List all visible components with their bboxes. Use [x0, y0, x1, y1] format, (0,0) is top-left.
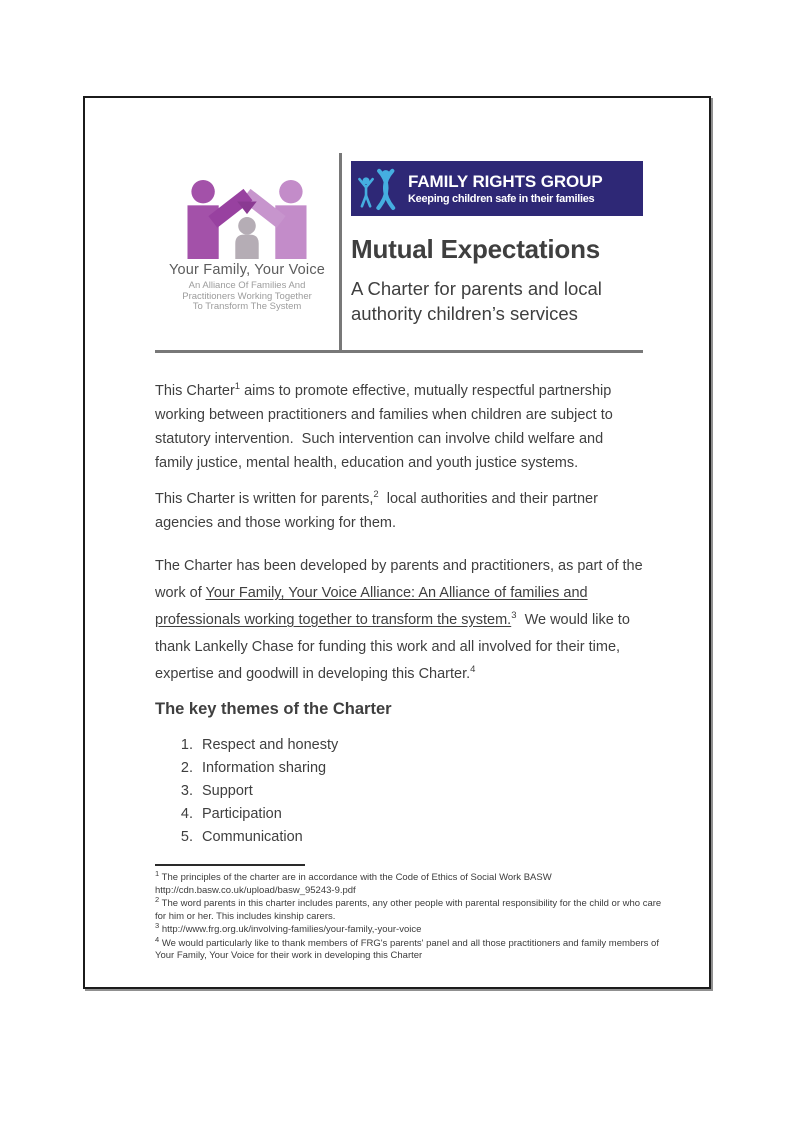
family-house-logo-icon — [183, 179, 311, 259]
yfyv-logo-block — [155, 153, 339, 350]
footnote-marker: 2 — [155, 894, 160, 904]
footnote-marker: 3 — [155, 920, 160, 930]
header-right-column — [342, 153, 643, 350]
logo-tagline-line: To Transform The System — [192, 301, 302, 312]
paragraph-text: This Charter is written for parents, — [155, 491, 374, 507]
key-theme-item: 1. Respect and honesty — [197, 734, 643, 757]
footnote-marker: 4 — [155, 934, 160, 944]
footnote-3 — [155, 920, 667, 937]
page-title: Mutual Expectations — [351, 234, 601, 264]
audience-paragraph — [155, 487, 643, 535]
footnote-text: http://www.frg.org.uk/involving-families/your-family,-your-voice — [161, 924, 422, 935]
logo-tagline — [155, 281, 339, 313]
frg-banner-text — [408, 172, 603, 205]
logo-tagline-line: Practitioners Working Together — [182, 290, 312, 302]
charter-body — [155, 379, 643, 849]
footnote-ref-4: 4 — [470, 664, 476, 676]
key-themes-list — [155, 734, 643, 849]
frg-banner-title: FAMILY RIGHTS GROUP — [408, 172, 603, 191]
frg-banner-subtitle: Keeping children safe in their families — [408, 193, 595, 205]
footnote-4 — [155, 934, 667, 963]
header-horizontal-divider — [155, 350, 643, 353]
key-theme-item: 2. Information sharing — [197, 757, 643, 780]
yfyv-alliance-link[interactable]: Your Family, Your Voice Alliance: An Alliance of families and professionals working together to transform the system. — [155, 585, 588, 628]
frg-banner — [351, 161, 643, 216]
development-paragraph — [155, 553, 643, 688]
key-theme-item: 5. Communication — [197, 826, 643, 849]
footnote-ref-2: 2 — [373, 489, 379, 501]
footnote-text: The principles of the charter are in accordance with the Code of Ethics of Social Work BASW http://cdn.basw.co.uk/upload/basw_95243-9.pdf — [155, 872, 552, 896]
footnote-separator — [155, 864, 305, 866]
key-theme-item: 3. Support — [197, 780, 643, 803]
paragraph-text: aims to promote effective, mutually respectful partnership working between practitioners and families when children are subject to statutory intervention. Such intervention can involve child welfare and family justice, mental health, education and youth justice systems. — [155, 383, 613, 471]
footnote-1 — [155, 868, 667, 897]
footnote-text: We would particularly like to thank members of FRG's parents' panel and all those practitioners and family members of Your Family, Your Voice for their work in developing this Charter — [155, 937, 659, 961]
footnotes-block — [155, 868, 667, 963]
key-theme-item: 4. Participation — [197, 803, 643, 826]
paragraph-text: This Charter — [155, 383, 235, 399]
logo-title: Your Family, Your Voice — [168, 262, 326, 278]
footnote-ref-3: 3 — [511, 610, 517, 622]
paragraph-text: We would like to thank Lankelly Chase for funding this work and all involved for their time, expertise and goodwill in developing this Charter. — [155, 612, 630, 682]
key-themes-heading: The key themes of the Charter — [155, 700, 392, 718]
footnote-text: The word parents in this charter includes parents, any other people with parental responsibility for the child or who care for him or her. This includes kinship carers. — [155, 898, 662, 922]
footnote-2 — [155, 894, 667, 923]
document-header — [155, 153, 643, 350]
footnote-marker: 1 — [155, 868, 160, 878]
paragraph-text: The Charter has been developed by parents and practitioners, as part of the work of — [155, 558, 643, 601]
document-page — [83, 96, 711, 989]
footnote-ref-1: 1 — [234, 381, 241, 393]
page-subtitle: A Charter for parents and local authority children’s services — [351, 278, 602, 324]
paragraph-text: local authorities and their partner agencies and those working for them. — [155, 491, 598, 531]
frg-figures-icon — [357, 167, 403, 211]
logo-tagline-line: An Alliance Of Families And — [188, 280, 306, 291]
intro-paragraph — [155, 379, 643, 475]
